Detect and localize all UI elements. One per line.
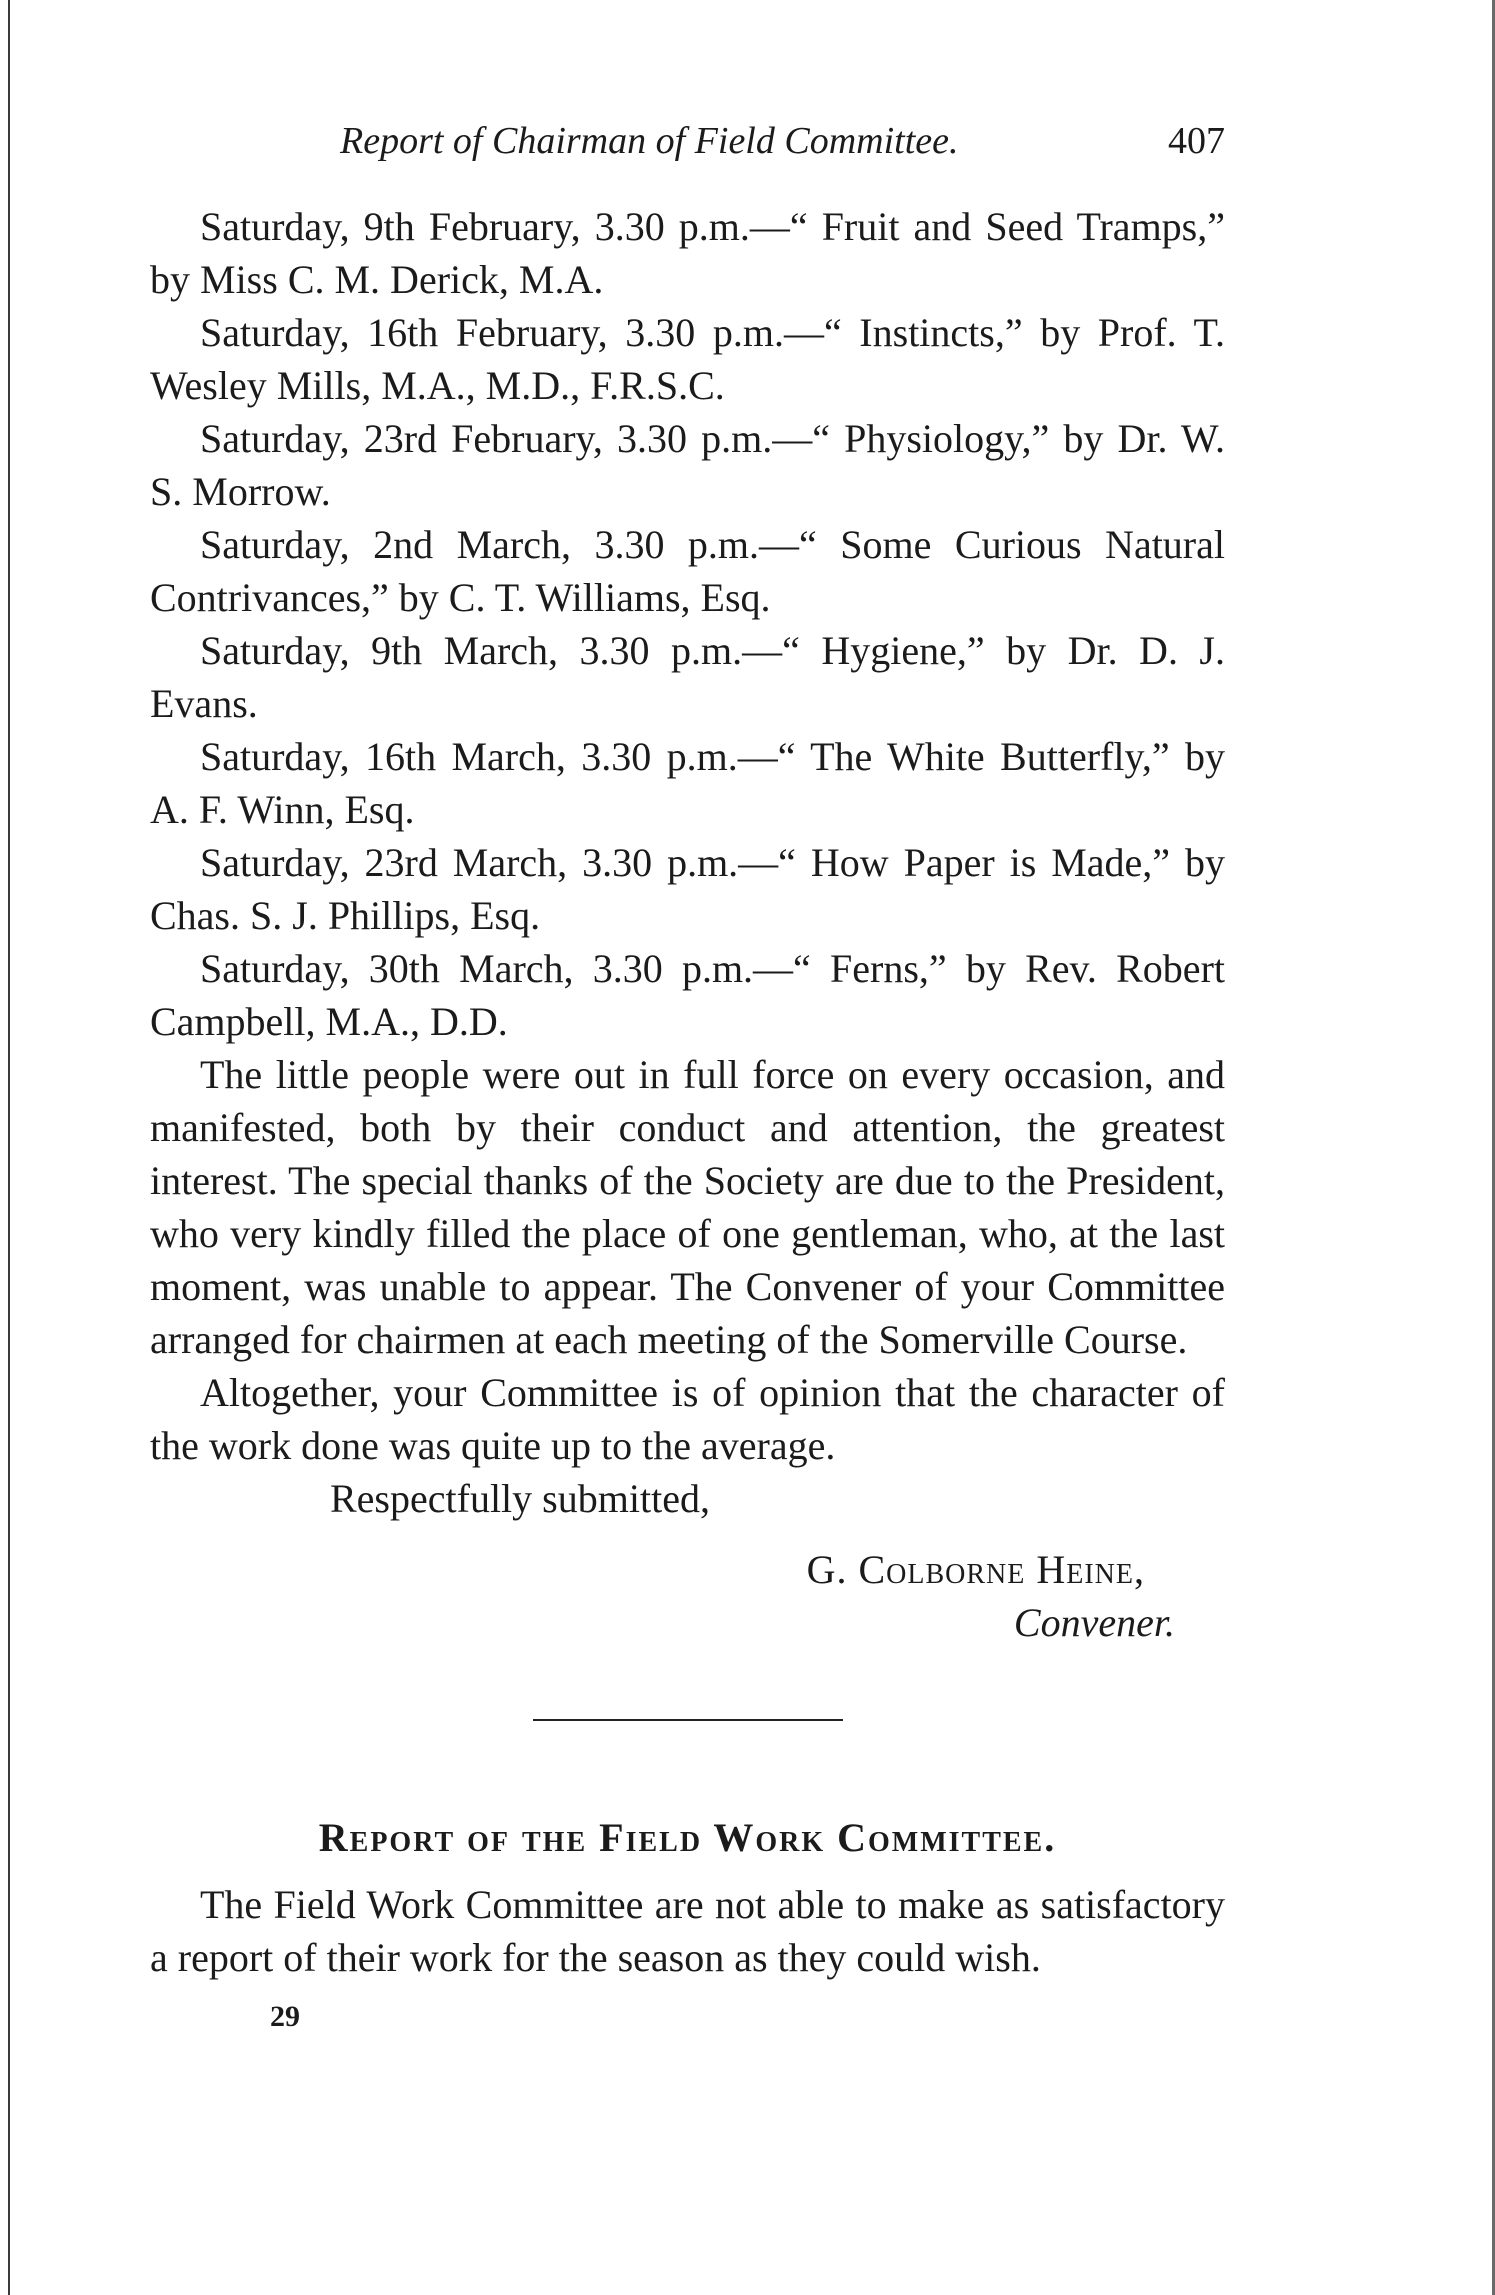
lecture-entry: Saturday, 2nd March, 3.30 p.m.—“ Some Curious Natural Contrivances,” by C. T. Williams, Esq. xyxy=(150,522,1225,620)
section-divider xyxy=(533,1719,843,1721)
body-paragraph: The little people were out in full force on every occasion, and manifested, both by their conduct and attention, the greatest interest. The special thanks of the Society are due to the President, who very kindly filled the place of one gentleman, who, at the last moment, was unable to appear. The Convener of your Committee arranged for chairmen at each meeting of the Somerville Course. xyxy=(150,1052,1225,1362)
page-edge-left xyxy=(8,0,10,2295)
signature-block xyxy=(150,1543,1175,1649)
signature-title: Convener. xyxy=(1013,1600,1175,1645)
printer-signature-mark: 29 xyxy=(270,2000,300,2033)
body-paragraph: Altogether, your Committee is of opinion that the character of the work done was quite up to the average. xyxy=(150,1370,1225,1468)
lecture-entry: Saturday, 9th March, 3.30 p.m.—“ Hygiene,” by Dr. D. J. Evans. xyxy=(150,628,1225,726)
lecture-entry: Saturday, 9th February, 3.30 p.m.—“ Fruit and Seed Tramps,” by Miss C. M. Derick, M.A. xyxy=(150,204,1225,302)
section-heading: Report of the Field Work Committee. xyxy=(318,1815,1057,1860)
lecture-entry: Saturday, 16th March, 3.30 p.m.—“ The White Butterfly,” by A. F. Winn, Esq. xyxy=(150,734,1225,832)
lecture-entry: Saturday, 23rd March, 3.30 p.m.—“ How Paper is Made,” by Chas. S. J. Phillips, Esq. xyxy=(150,840,1225,938)
signature-name: G. Colborne Heine, xyxy=(806,1547,1145,1592)
running-header xyxy=(340,115,1225,168)
lecture-entry: Saturday, 30th March, 3.30 p.m.—“ Ferns,” by Rev. Robert Campbell, M.A., D.D. xyxy=(150,946,1225,1044)
lecture-entry: Saturday, 16th February, 3.30 p.m.—“ Instincts,” by Prof. T. Wesley Mills, M.A., M.D., F.R.S.C. xyxy=(150,310,1225,408)
document-page xyxy=(150,115,1225,2043)
running-title: Report of Chairman of Field Committee. xyxy=(340,120,959,162)
section-paragraph: The Field Work Committee are not able to make as satisfactory a report of their work for the season as they could wish. xyxy=(150,1882,1225,1980)
page-number: 407 xyxy=(1168,120,1225,162)
closing-line: Respectfully submitted, xyxy=(330,1476,710,1521)
lecture-entry: Saturday, 23rd February, 3.30 p.m.—“ Physiology,” by Dr. W. S. Morrow. xyxy=(150,416,1225,514)
lecture-list xyxy=(150,200,1225,1048)
